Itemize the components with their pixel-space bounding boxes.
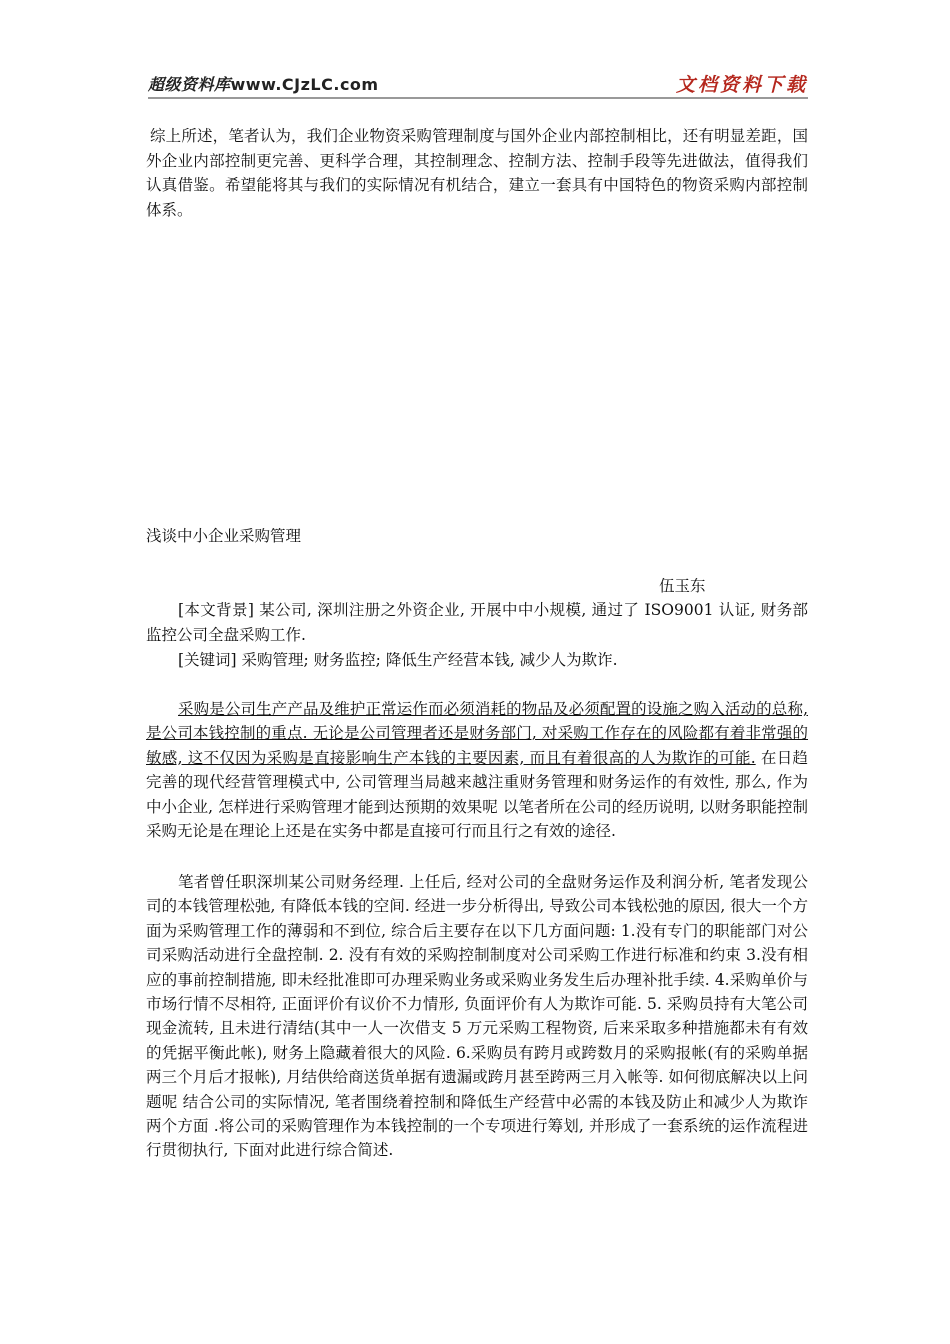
header-left-logo <box>148 72 379 95</box>
body-paragraph-3: 笔者曾任职深圳某公司财务经理. 上任后, 经对公司的全盘财务运作及利润分析, 笔者发现公司的本钱管理松弛, 有降低本钱的空间. 经进一步分析得出, 导致公司本钱松弛的原因, 很大一个方面为采购管理工作的薄弱和不到位, 综合后主要存在以下几方面问题: 1.没有专门的职能部门对公司采购活动进行全盘控制. 2. 没有有效的采购控制制度对公司采购工作进行标准和约束 3.没有相应的事前控制措施, 即未经批准即可办理采购业务或采购业务发生后办理补批手续. 4.采购单价与市场行情不尽相符, 正面评价有议价不力情形, 负面评价有人为欺诈可能. 5. 采购员持有大笔公司现金流转, 且未进行清结(其中一人一次借支 5 万元采购工程物资, 后来采取多种措施都未有有效的凭据平衡此帐), 财务上隐藏着很大的风险. 6.采购员有跨月或跨数月的采购报帐(有的采购单据两三个月后才报帐), 月结供给商送货单据有遗漏或跨月甚至跨两三月入帐等. 如何彻底解决以上问题呢 结合公司的实际情况, 笔者围绕着控制和降低生产经营中必需的本钱及防止和减少人为欺诈两个方面 .将公司的采购管理作为本钱控制的一个专项进行筹划, 并形成了一套系统的运作流程进行贯彻执行, 下面对此进行综合简述. <box>146 873 808 1160</box>
underlined-text: 采购是公司生产产品及维护正常运作而必须消耗的物品及必须配置的设施之购入活动的总称, 是公司本钱控制的重点. 无论是公司管理者还是财务部门, 对采购工作存在的风险都有着非常强的敏感, 这不仅因为采购是直接影响生产本钱的主要因素, 而且有着很高的人为欺诈的可能. <box>146 700 808 767</box>
para2-rest-text: 在日趋完善的现代经营管理模式中, 公司管理当局越来越注重财务管理和财务运作的有效性, 那么, 作为中小企业, 怎样进行采购管理才能到达预期的效果呢 以笔者所在公司的经历说明, 以财务职能控制采购无论是在理论上还是在实务中都是直接可行而且行之有效的途径. <box>146 748 809 841</box>
background-paragraph: [本文背景] 某公司, 深圳注册之外资企业, 开展中中小规模, 通过了 ISO9001 认证, 财务部监控公司全盘采购工作. <box>146 601 808 644</box>
header-left-brand: 超级资料库 <box>148 75 231 94</box>
page-header <box>148 66 808 102</box>
keywords-paragraph: [关键词] 采购管理; 财务监控; 降低生产经营本钱, 减少人为欺诈. <box>178 651 618 669</box>
header-site-url[interactable]: www.CJzLC.com <box>230 75 379 94</box>
article-title: 浅谈中小企业采购管理 <box>146 527 302 545</box>
header-right-brand: 文档资料下载 <box>675 74 808 96</box>
intro-paragraph: 综上所述，笔者认为，我们企业物资采购管理制度与国外企业内部控制相比，还有明显差距，国外企业内部控制更完善、更科学合理，其控制理念、控制方法、控制手段等先进做法，值得我们认真借鉴。希望能将其与我们的实际情况有机结合，建立一套具有中国特色的物资采购内部控制体系。 <box>146 127 808 219</box>
body-paragraph-2 <box>146 697 808 843</box>
article-author: 伍玉东 <box>659 577 706 595</box>
header-divider <box>148 97 808 99</box>
